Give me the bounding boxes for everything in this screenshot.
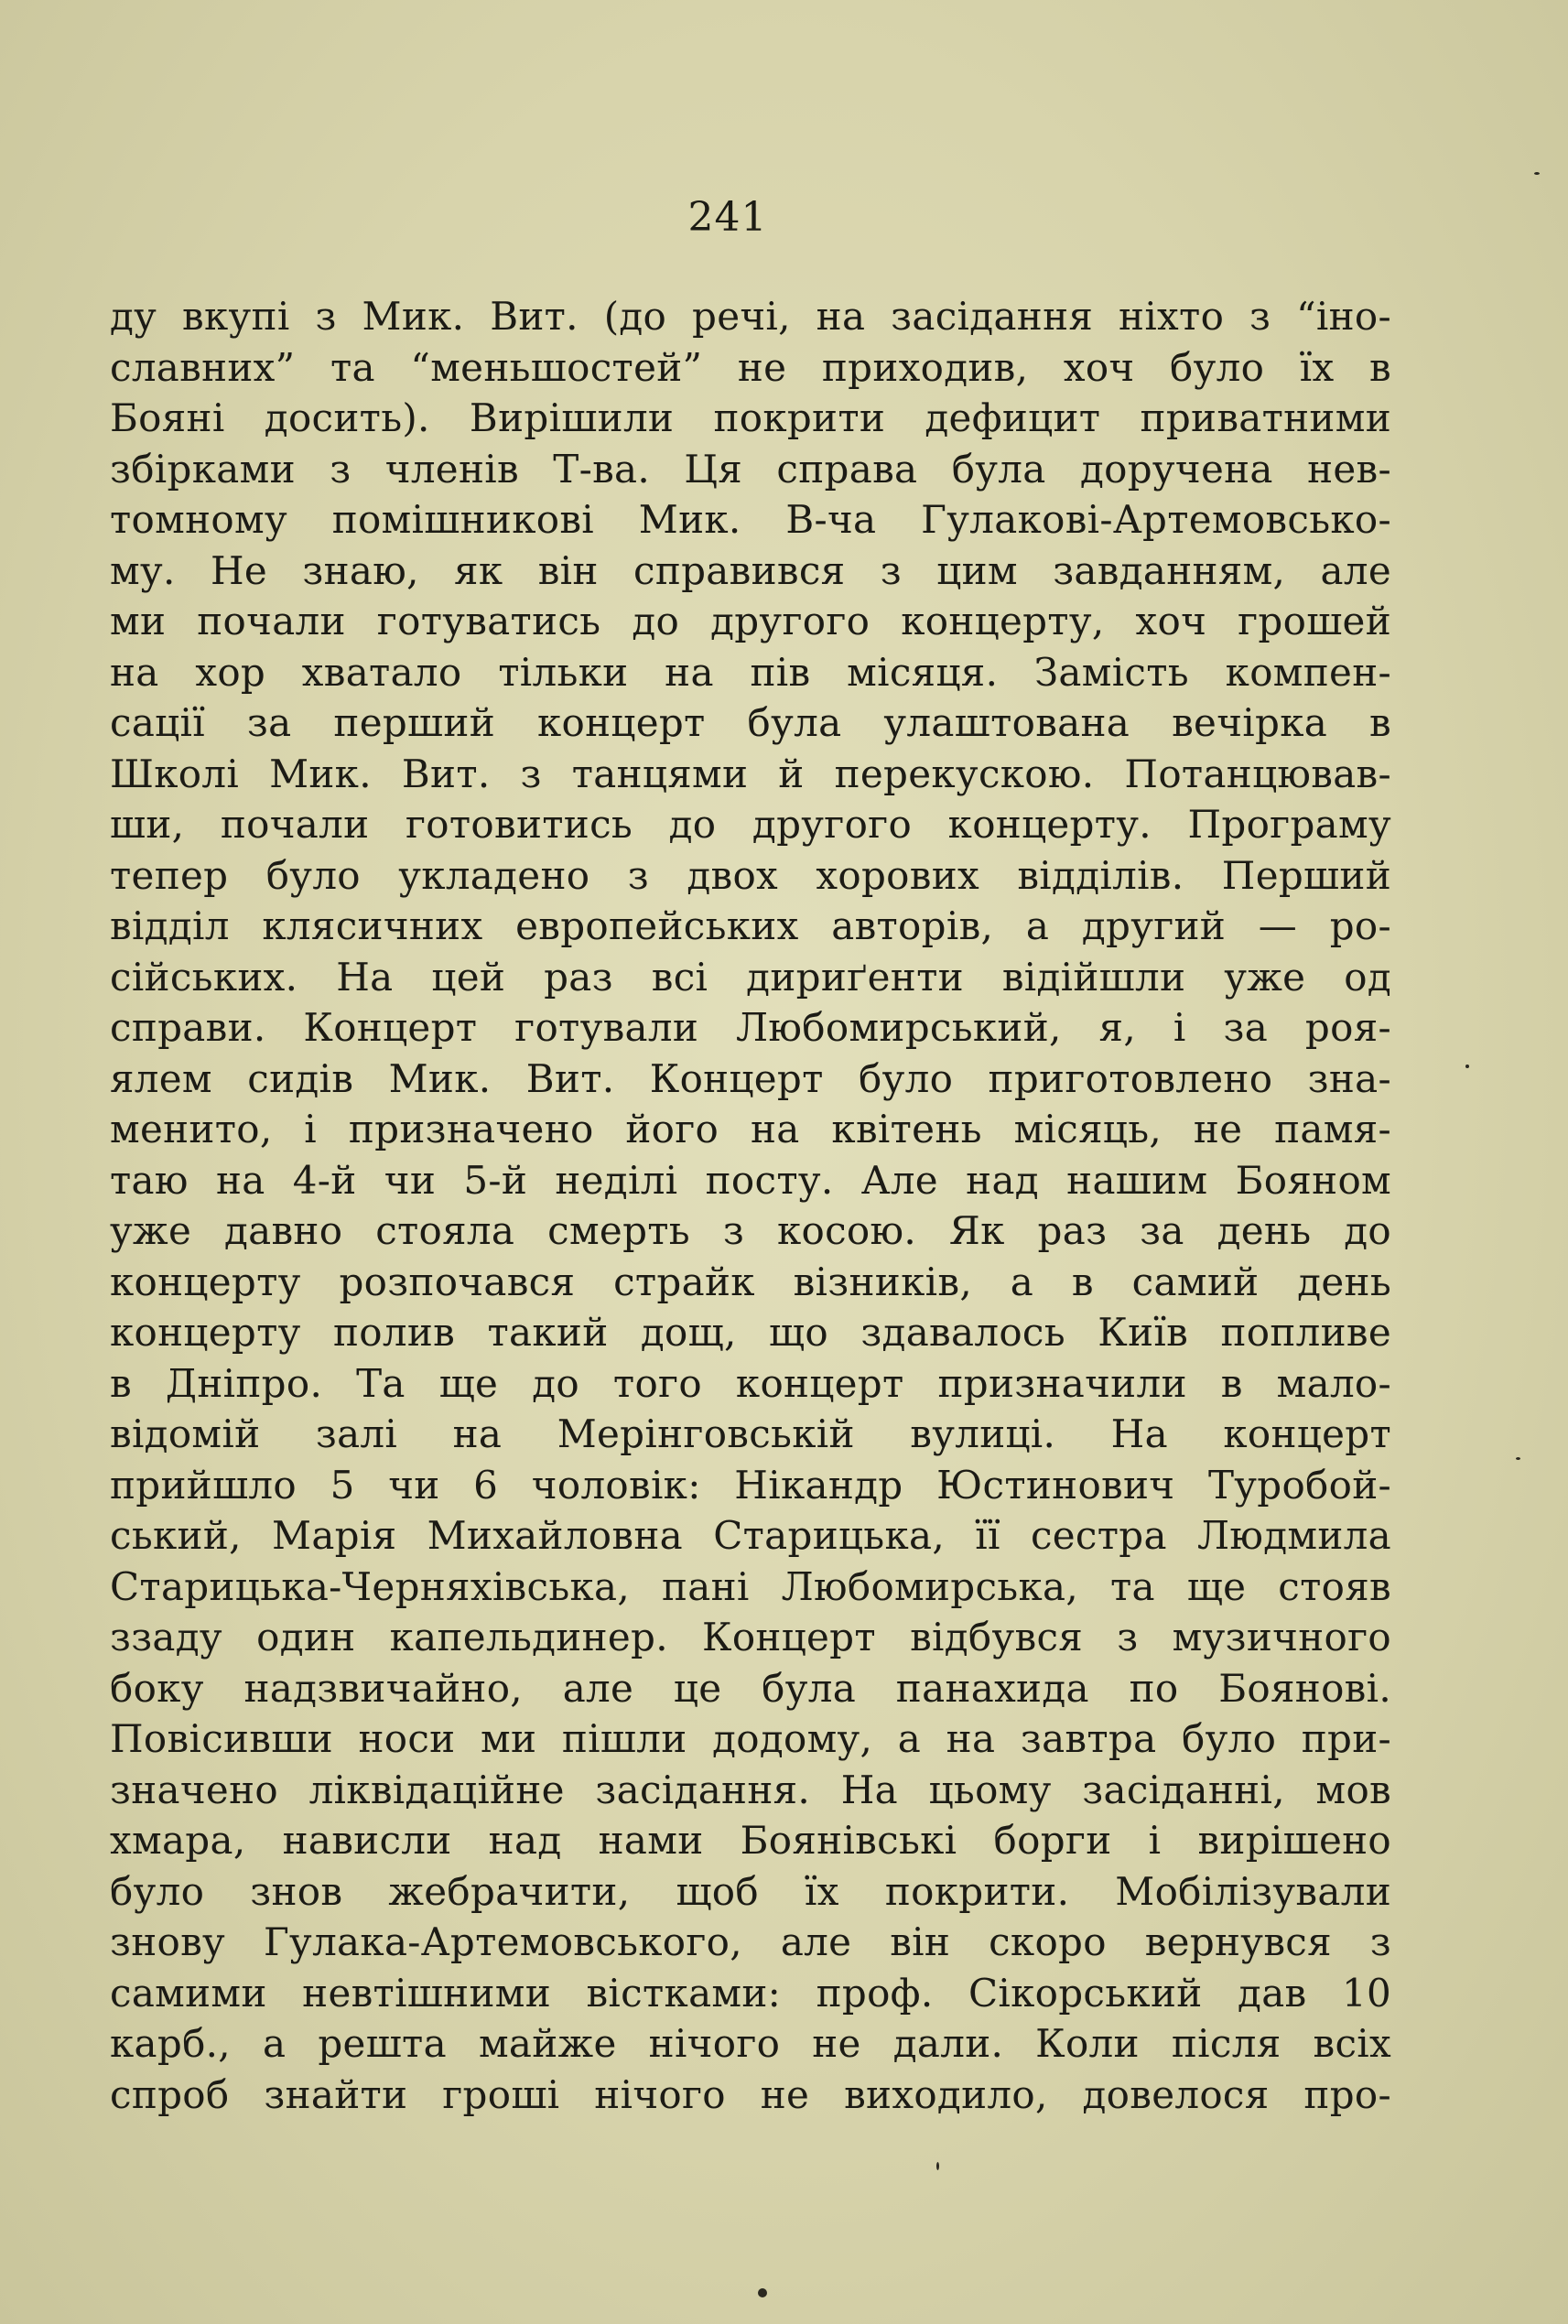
text-line: менито, і призначено його на квітень місяць, не памя-	[110, 1107, 1391, 1151]
text-line: хмара, нависли над нами Боянівські борги і вирішено	[110, 1818, 1391, 1863]
text-line: справи. Концерт готували Любомирський, я, і за роя-	[110, 1005, 1391, 1050]
text-line: уже давно стояла смерть з косою. Як раз за день до	[110, 1208, 1391, 1253]
text-line: самими невтішними вістками: проф. Сікорський дав 10	[110, 1970, 1391, 2016]
paper-speck	[936, 2162, 939, 2170]
text-line: в Дніпро. Та ще до того концерт призначили в мало-	[110, 1360, 1391, 1406]
text-line: Бояні досить). Вирішили покрити дефицит приватними	[110, 395, 1391, 440]
text-line: ялем сидів Мик. Вит. Концерт було приготовлено зна-	[110, 1055, 1391, 1101]
text-line: боку надзвичайно, але це була панахида по Боянові.	[110, 1665, 1391, 1711]
text-line: му. Не знаю, як він справився з цим завданням, але	[110, 547, 1391, 593]
text-line: концерту розпочався страйк візників, а в самий день	[110, 1259, 1391, 1304]
page-number: 241	[687, 194, 768, 241]
text-line: ми почали готуватись до другого концерту, хоч грошей	[110, 599, 1391, 643]
text-line: прийшло 5 чи 6 чоловік: Нікандр Юстинович Туробой-	[110, 1462, 1391, 1508]
paper-speck	[758, 2288, 767, 2297]
text-line: ду вкупі з Мик. Вит. (до речі, на засідання ніхто з “іно-	[110, 294, 1391, 339]
text-line: сації за перший концерт була улаштована вечірка в	[110, 700, 1391, 745]
text-line: ши, почали готовитись до другого концерту. Програму	[110, 802, 1391, 847]
text-line: значено ліквідаційне засідання. На цьому засіданні, мов	[110, 1767, 1391, 1812]
text-line: знову Гулака-Артемовського, але він скоро вернувся з	[110, 1919, 1391, 1964]
text-line: на хор хватало тільки на пів місяця. Замість компен-	[110, 649, 1391, 695]
text-line: карб., а решта майже нічого не дали. Коли після всіх	[110, 2021, 1391, 2066]
text-line: сійських. На цей раз всі дириґенти відійшли уже од	[110, 954, 1391, 1000]
text-line: томному помішникові Мик. В-ча Гулакові-Артемовсько-	[110, 497, 1391, 542]
text-line: спроб знайти гроші нічого не виходило, довелося про-	[110, 2071, 1391, 2117]
text-line: збірками з членів Т-ва. Ця справа була доручена нев-	[110, 446, 1391, 492]
text-line: відділ клясичних европейських авторів, а другий — ро-	[110, 903, 1391, 948]
text-line: таю на 4-й чи 5-й неділі посту. Але над нашим Бояном	[110, 1157, 1391, 1203]
text-line: Повісивши носи ми пішли додому, а на завтра було при-	[110, 1716, 1391, 1761]
text-line: тепер було укладено з двох хорових відділів. Перший	[110, 852, 1391, 898]
text-line: славних” та “меньшостей” не приходив, хоч було їх в	[110, 344, 1391, 390]
text-line: Школі Мик. Вит. з танцями й перекускою. Потанцював-	[110, 751, 1391, 796]
text-line: ський, Марія Михайловна Старицька, її сестра Людмила	[110, 1513, 1391, 1558]
paper-speck	[1534, 172, 1540, 175]
text-line: ззаду один капельдинер. Концерт відбувся з музичного	[110, 1615, 1391, 1659]
paper-speck	[1516, 1457, 1520, 1460]
text-line: Старицька-Черняхівська, пані Любомирська, та ще стояв	[110, 1563, 1391, 1609]
body-text	[110, 291, 1391, 2120]
text-line: відомій залі на Мерінговській вулиці. На концерт	[110, 1411, 1391, 1456]
paper-speck	[1465, 1065, 1469, 1068]
text-line: було знов жебрачити, щоб їх покрити. Мобілізували	[110, 1868, 1391, 1914]
text-line: концерту полив такий дощ, що здавалось Київ попливе	[110, 1310, 1391, 1355]
